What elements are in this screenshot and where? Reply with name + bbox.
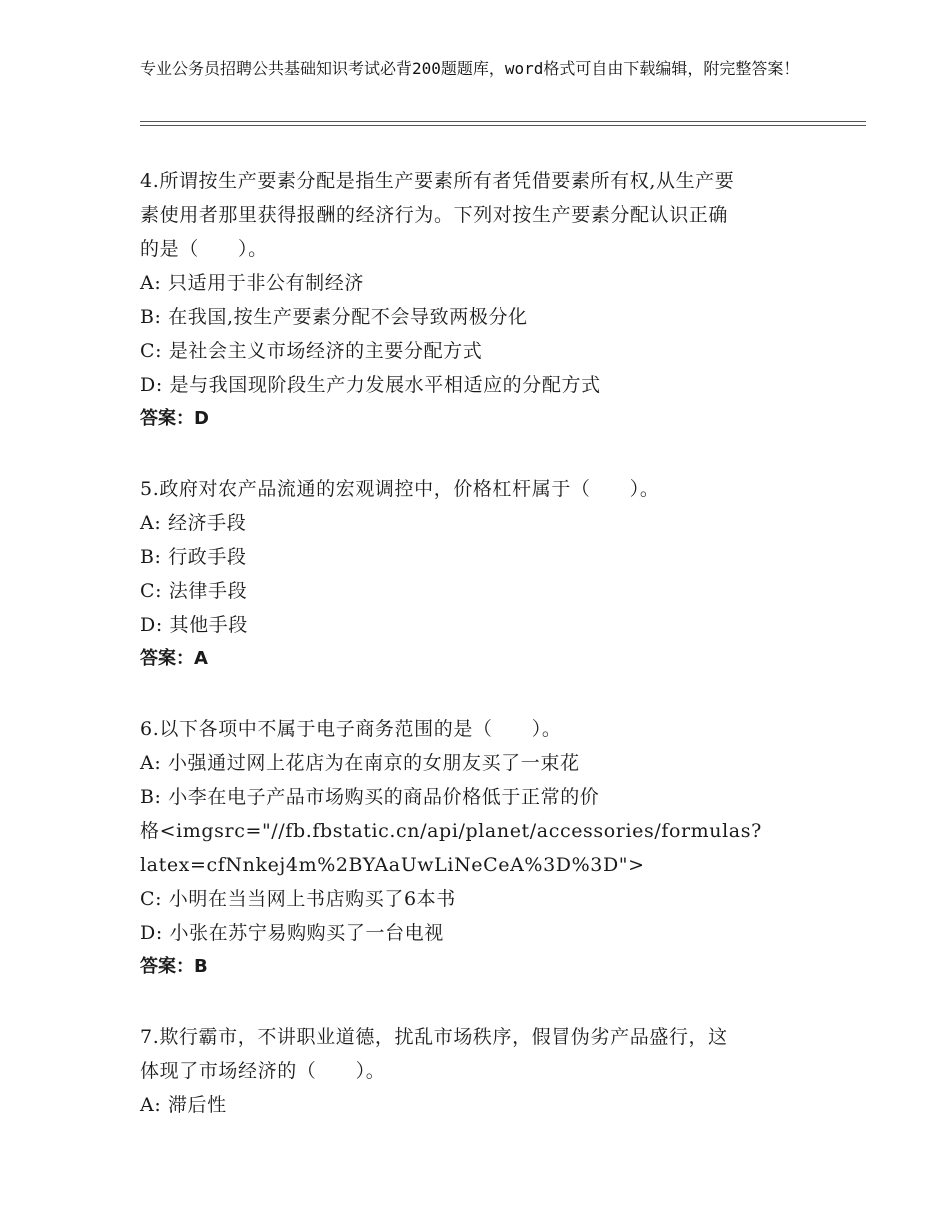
answer-line: 答案：D [140, 408, 209, 429]
option-c: C: 小明在当当网上书店购买了6本书 [140, 888, 456, 910]
option-d: D: 是与我国现阶段生产力发展水平相适应的分配方式 [140, 374, 601, 396]
option-a: A: 小强通过网上花店为在南京的女朋友买了一束花 [140, 752, 580, 774]
answer-line: 答案：A [140, 648, 208, 669]
option-b-continued: latex=cfNnkej4m%2BYAaUwLiNeCeA%3D%3D"> [140, 854, 645, 876]
question-5 [140, 472, 840, 676]
answer-line: 答案：B [140, 956, 208, 977]
option-d: D: 其他手段 [140, 614, 248, 636]
question-stem-line: 7.欺行霸市，不讲职业道德，扰乱市场秩序，假冒伪劣产品盛行，这 [140, 1026, 728, 1048]
option-b: B: 在我国,按生产要素分配不会导致两极分化 [140, 306, 528, 328]
option-a: A: 只适用于非公有制经济 [140, 272, 364, 294]
option-b: B: 行政手段 [140, 546, 247, 568]
question-6 [140, 712, 840, 984]
question-stem-line: 体现了市场经济的（ ）。 [140, 1060, 386, 1082]
option-a: A: 经济手段 [140, 512, 247, 534]
option-c: C: 法律手段 [140, 580, 248, 602]
option-d: D: 小张在苏宁易购购买了一台电视 [140, 922, 444, 944]
document-header: 专业公务员招聘公共基础知识考试必背200题题库，word格式可自由下载编辑，附完整答案！ [140, 59, 800, 78]
question-7 [140, 1020, 840, 1122]
question-stem-line: 4.所谓按生产要素分配是指生产要素所有者凭借要素所有权,从生产要 [140, 170, 735, 192]
question-stem-line: 6.以下各项中不属于电子商务范围的是（ ）。 [140, 718, 562, 740]
option-b-continued: 格<imgsrc="//fb.fbstatic.cn/api/planet/accessories/formulas? [140, 820, 762, 842]
question-stem-line: 素使用者那里获得报酬的经济行为。下列对按生产要素分配认识正确 [140, 204, 729, 226]
option-a: A: 滞后性 [140, 1094, 227, 1116]
header-divider-top [140, 121, 866, 122]
header-divider-bottom [140, 125, 866, 126]
question-4 [140, 164, 840, 436]
question-stem-line: 5.政府对农产品流通的宏观调控中，价格杠杆属于（ ）。 [140, 478, 660, 500]
option-c: C: 是社会主义市场经济的主要分配方式 [140, 340, 483, 362]
question-list [140, 164, 840, 1122]
question-stem-line: 的是（ ）。 [140, 238, 268, 260]
option-b: B: 小李在电子产品市场购买的商品价格低于正常的价 [140, 786, 600, 808]
